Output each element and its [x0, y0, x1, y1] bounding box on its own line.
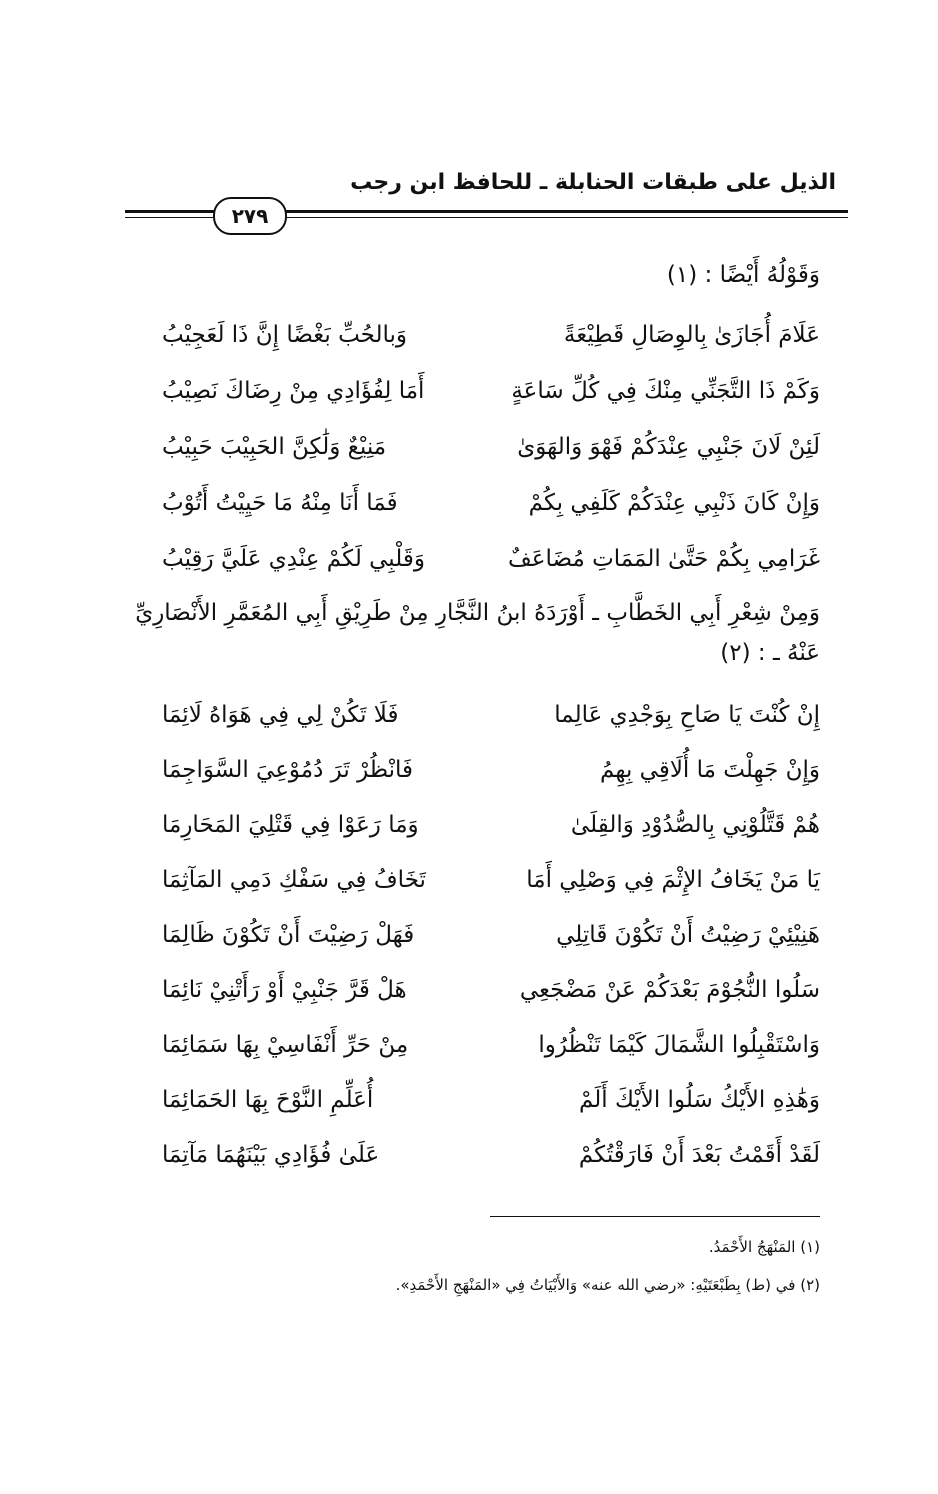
poem2-verse	[130, 812, 820, 852]
poem2-verse	[130, 757, 820, 797]
hemistich-second: أَمَا لِفُؤَادِي مِنْ رِضَاكَ نَصِيْبُ	[162, 378, 425, 404]
poem1-verse	[130, 322, 820, 362]
poem1-verse	[130, 546, 820, 586]
hemistich-first: إِنْ كُنْتَ يَا صَاحِ بِوَجْدِي عَالِما	[554, 702, 820, 728]
hemistich-second: تَخَافُ فِي سَفْكِ دَمِي المَآثِمَا	[162, 867, 426, 893]
hemistich-second: فَانْظُرْ تَرَ دُمُوْعِيَ السَّوَاجِمَا	[162, 757, 414, 783]
hemistich-second: فَلَا تَكُنْ لِي فِي هَوَاهُ لَائِمَا	[162, 702, 399, 728]
poem2-verse	[130, 702, 820, 742]
hemistich-first: غَرَامِي بِكُمْ حَتَّىٰ المَمَاتِ مُضَاعَفٌ	[507, 546, 820, 572]
hemistich-second: هَلْ قَرَّ جَنْبِيْ أَوْ رَأَتْنِيْ نَائِمَا	[162, 977, 407, 1003]
hemistich-first: هَنِيْئِيْ رَضِيْتُ أَنْ تَكُوْنَ قَاتِلِي	[556, 922, 820, 948]
footnote-2: (٢) في (ط) بِطَبْعَتَيْهِ: «رضي الله عنه» وَالأَبْيَاتُ فِي «المَنْهَجِ الأَحْمَدِ».	[395, 1276, 820, 1294]
poem1-intro: وَقَوْلُهُ أَيْضًا : (١)	[666, 262, 820, 288]
hemistich-second: فَمَا أَنَا مِنْهُ مَا حَيِيْتُ أَتُوْبُ	[162, 490, 398, 516]
hemistich-second: وَمَا رَعَوْا فِي قَتْلِيَ المَحَارِمَا	[162, 812, 419, 838]
hemistich-first: سَلُوا النُّجُوْمَ بَعْدَكُمْ عَنْ مَضْجَعِي	[519, 977, 820, 1003]
header-rule-left	[125, 210, 215, 213]
hemistich-second: مِنْ حَرِّ أَنْفَاسِيْ بِهَا سَمَائِمَا	[162, 1032, 409, 1058]
hemistich-first: عَلَامَ أُجَازَىٰ بِالوِصَالِ قَطِيْعَةً	[563, 322, 820, 348]
poem2-intro-line2: عَنْهُ ـ : (٢)	[720, 640, 820, 666]
hemistich-second: وَقَلْبِي لَكُمْ عِنْدِي عَلَيَّ رَقِيْبُ	[162, 546, 425, 572]
footnote-separator	[490, 1216, 820, 1217]
poem2-intro-line1: وَمِنْ شِعْرِ أَبِي الخَطَّابِ ـ أَوْرَدَهُ ابنُ النَّجَّارِ مِنْ طَرِيْقِ أَبِي المُعَمَّرِ الأَنْصَارِيِّ	[135, 600, 820, 626]
hemistich-second: أُعَلِّمِ النَّوْحَ بِهَا الحَمَائِمَا	[162, 1087, 374, 1113]
poem2-verse	[130, 867, 820, 907]
poem2-verse	[130, 922, 820, 962]
hemistich-first: وَهَٰذِهِ الأَيْكُ سَلُوا الأَيْكَ أَلَمْ	[578, 1087, 820, 1113]
hemistich-second: عَلَىٰ فُؤَادِي بَيْنَهُمَا مَآتِمَا	[162, 1142, 380, 1168]
header-rule-left-thin	[125, 217, 215, 218]
hemistich-first: وَإِنْ جَهِلْتَ مَا أُلَاقِي بِهِمُ	[600, 757, 820, 783]
hemistich-second: مَنِيْعٌ وَلَٰكِنَّ الحَبِيْبَ حَبِيْبُ	[162, 434, 387, 460]
hemistich-first: وَكَمْ ذَا التَّجَنِّي مِنْكَ فِي كُلِّ سَاعَةٍ	[511, 378, 820, 404]
poem2-verse	[130, 977, 820, 1017]
poem1-verse	[130, 378, 820, 418]
hemistich-second: وَبالحُبِّ بَغْضًا إِنَّ ذَا لَعَجِيْبُ	[162, 322, 408, 348]
hemistich-first: لَئِنْ لَانَ جَنْبِي عِنْدَكُمْ فَهْوَ وَالهَوَىٰ	[517, 434, 820, 460]
poem1-verse	[130, 434, 820, 474]
hemistich-first: يَا مَنْ يَخَافُ الإِثْمَ فِي وَصْلِي أَمَا	[526, 867, 820, 893]
poem2-verse	[130, 1142, 820, 1182]
header-rule-right-thin	[284, 217, 848, 218]
poem2-verse	[130, 1087, 820, 1127]
header-rule-right	[284, 210, 848, 213]
hemistich-second: فَهَلْ رَضِيْتَ أَنْ تَكُوْنَ ظَالِمَا	[162, 922, 415, 948]
running-title: الذيل على طبقات الحنابلة ـ للحافظ ابن رجب	[350, 170, 836, 195]
poem1-verse	[130, 490, 820, 530]
hemistich-first: وَإِنْ كَانَ ذَنْبِي عِنْدَكُمْ كَلَفِي بِكُمْ	[528, 490, 820, 516]
footnote-1: (١) المَنْهَجُ الأَحْمَدُ.	[708, 1238, 820, 1256]
poem2-verse	[130, 1032, 820, 1072]
hemistich-first: وَاسْتَقْبِلُوا الشَّمَالَ كَيْمَا تَنْظُرُوا	[538, 1032, 820, 1058]
hemistich-first: لَقَدْ أَقَمْتُ بَعْدَ أَنْ فَارَقْتُكُمْ	[578, 1142, 820, 1168]
page-number: ٢٧٩	[213, 197, 287, 235]
hemistich-first: هُمْ قَتَّلُوْنِي بِالصُّدُوْدِ وَالقِلَىٰ	[570, 812, 820, 838]
